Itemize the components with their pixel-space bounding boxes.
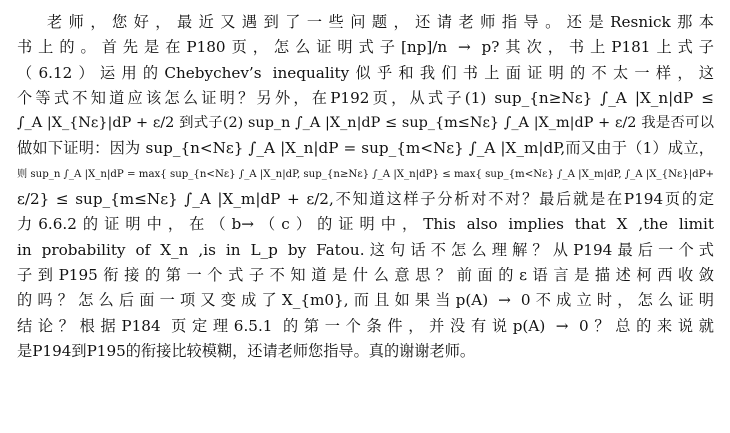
text-line: in probability of X_n ,is in L_p by Fatou.这句话不怎么理解？从P194最后一个式 xyxy=(17,240,714,259)
text-line: 书上的。首先是在P180页，怎么证明式子[np]/n → p?其次，书上P181上式子 xyxy=(17,38,714,57)
text-line: ε/2} ≤ sup_{m≤Nε} ∫_A |X_m|dP + ε/2,不知道这样子分析对不对？最后就是在P194页的定 xyxy=(17,190,714,209)
text-line: ∫_A |X_{Nε}|dP + ε/2 到式子(2) sup_n ∫_A |X_n|dP ≤ sup_{m≤Nε} ∫_A |X_m|dP + ε/2 我是否可以 xyxy=(17,115,714,132)
text-line: 的吗？怎么后面一项又变成了X_{m0},而且如果当p(A) → 0不成立时，怎么证明 xyxy=(17,291,714,310)
text-line: 力6.6.2的证明中，在（b→（c）的证明中，This also implies that X ,the limit xyxy=(17,215,714,234)
text-line: 老师，您好，最近又遇到了一些问题，还请老师指导。还是Resnick那本 xyxy=(47,13,714,31)
text-line: 结论？根据P184 页定理6.5.1 的第一个条件，并没有说p(A) → 0？总的来说就 xyxy=(17,316,714,335)
text-line: 子到P195衔接的第一个式子不知道是什么意思？前面的ε语言是描述柯西收敛 xyxy=(17,265,714,284)
text-line: 则 sup_n ∫_A |X_n|dP = max{ sup_{n<Nε} ∫_A |X_n|dP, sup_{n≥Nε} ∫_A |X_n|dP} ≤ max{ sup_{m<Nε} ∫_A |X_m|dP, ∫_A |X_{Nε}|dP+ xyxy=(17,168,714,180)
text-line: 个等式不知道应该怎么证明？另外，在P192页，从式子(1) sup_{n≥Nε} ∫_A |X_n|dP ≤ xyxy=(17,88,714,107)
text-line: （6.12）运用的Chebychev’s inequality似乎和我们书上面证明的不太一样，这 xyxy=(17,63,714,82)
text-line: 是P194到P195的衔接比较模糊，还请老师您指导。真的谢谢老师。 xyxy=(17,341,476,360)
text-line: 做如下证明：因为 sup_{n<Nε} ∫_A |X_n|dP = sup_{m<Nε} ∫_A |X_m|dP,而又由于（1）成立， xyxy=(17,139,714,158)
